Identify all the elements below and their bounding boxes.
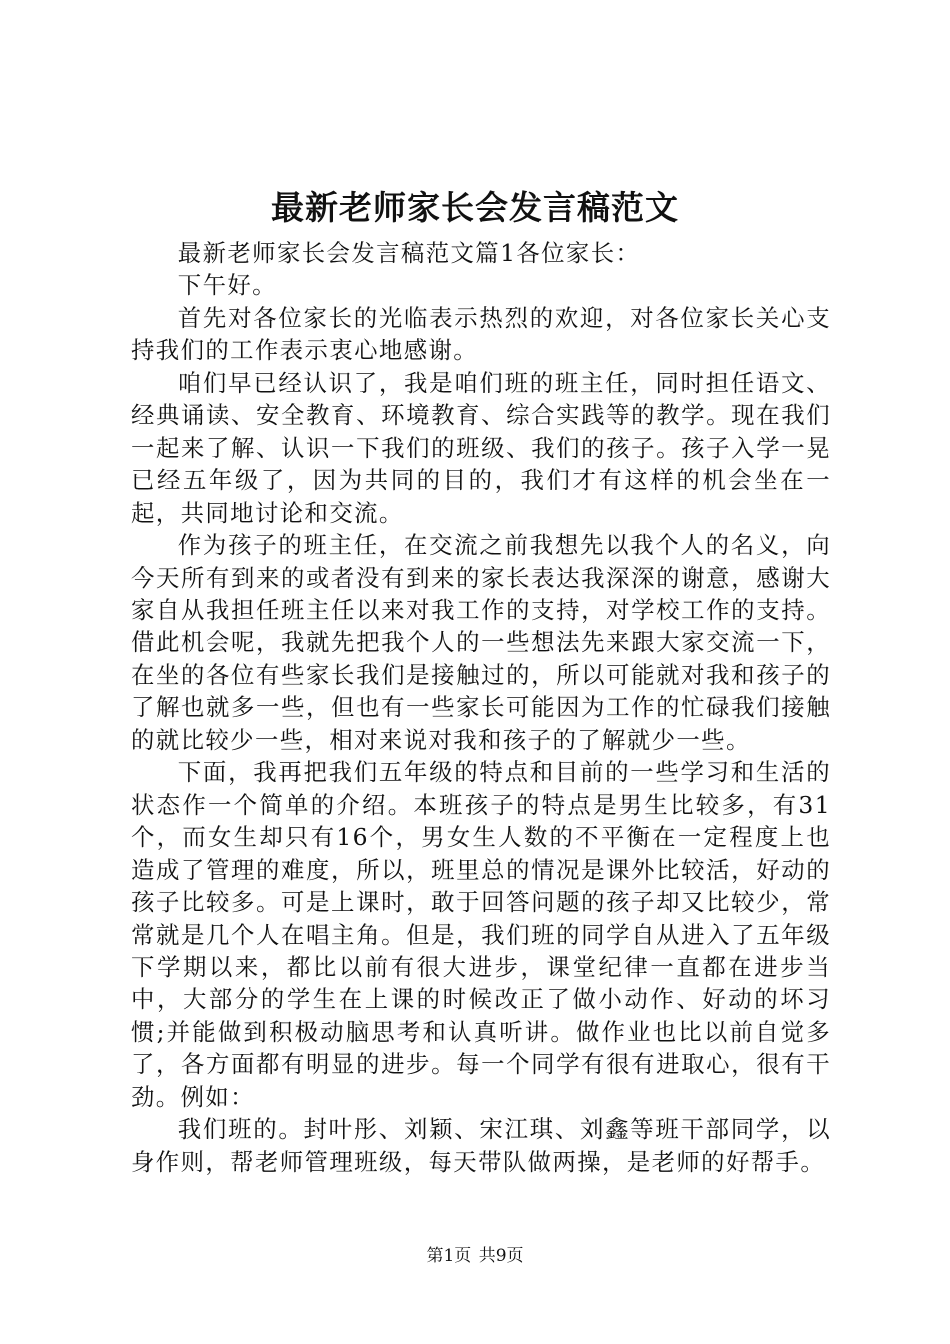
paragraph-class-status: 下面，我再把我们五年级的特点和目前的一些学习和生活的状态作一个简单的介绍。本班孩子的特点是男生比较多，有31个，而女生却只有16个，男女生人数的不平衡在一定程度上也造成了管理的难度，所以，班里总的情况是课外比较活，好动的孩子比较多。可是上课时，敢于回答问题的孩子却又比较少，常常就是几个人在唱主角。但是，我们班的同学自从进入了五年级下学期以来，都比以前有很大进步，课堂纪律一直都在进步当中，大部分的学生在上课的时候改正了做小动作、好动的坏习惯;并能做到积极动脑思考和认真听讲。做作业也比以前自觉多了，各方面都有明显的进步。每一个同学有很有进取心，很有干劲。例如： (131, 758, 831, 1111)
document-body (131, 237, 831, 1178)
paragraph-introduction: 咱们早已经认识了，我是咱们班的班主任，同时担任语文、经典诵读、安全教育、环境教育、综合实践等的教学。现在我们一起来了解、认识一下我们的班级、我们的孩子。孩子入学一晃已经五年级了，因为共同的目的，我们才有这样的机会坐在一起，共同地讨论和交流。 (131, 368, 831, 527)
document-title: 最新老师家长会发言稿范文 (271, 188, 679, 227)
paragraph-welcome: 首先对各位家长的光临表示热烈的欢迎，对各位家长关心支持我们的工作表示衷心地感谢。 (131, 303, 831, 365)
paragraph-thanks: 作为孩子的班主任，在交流之前我想先以我个人的名义，向今天所有到来的或者没有到来的家长表达我深深的谢意，感谢大家自从我担任班主任以来对我工作的支持，对学校工作的支持。借此机会呢，我就先把我个人的一些想法先来跟大家交流一下，在坐的各位有些家长我们是接触过的，所以可能就对我和孩子的了解也就多一些，但也有一些家长可能因为工作的忙碌我们接触的就比较少一些，相对来说对我和孩子的了解就少一些。 (131, 531, 831, 754)
paragraph-class-leaders: 我们班的。封叶彤、刘颖、宋江琪、刘鑫等班干部同学，以身作则，帮老师管理班级，每天带队做两操，是老师的好帮手。 (131, 1115, 831, 1176)
paragraph-greeting: 最新老师家长会发言稿范文篇1各位家长： (177, 239, 641, 267)
paragraph-good-afternoon: 下午好。 (177, 271, 277, 300)
page-total: 共9页 (478, 1246, 524, 1266)
page-footer (0, 1244, 950, 1268)
page-number: 第1页 (426, 1246, 472, 1266)
